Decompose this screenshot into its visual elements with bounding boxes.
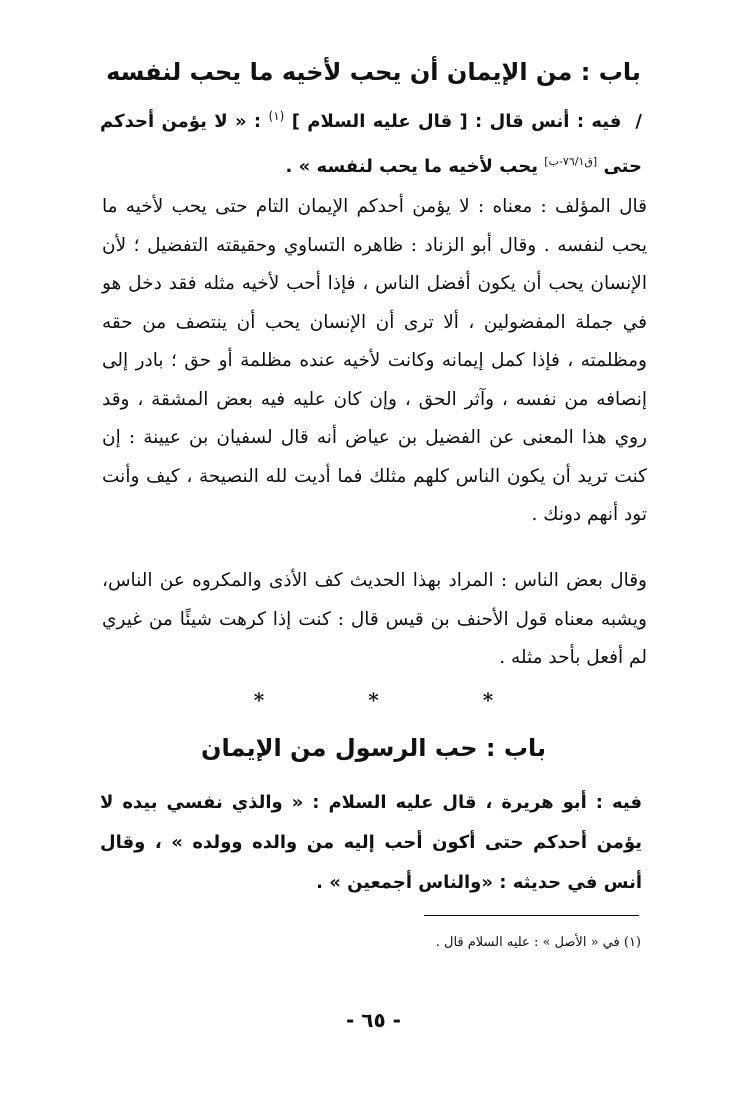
page-number: - ٦٥ -: [346, 1008, 401, 1032]
chapter-title-2: باب : حب الرسول من الإيمان: [200, 734, 546, 762]
commentary-paragraph-1: قال المؤلف : معناه : لا يؤمن أحدكم الإيمان التام حتى يحب لأخيه ما يحب لنفسه . وقال أبو الزناد : ظاهره التساوي وحقيقته التفضيل ؛ لأن الإنسان يحب أن يكون أفضل الناس ، فإذا أحب لأخيه مثله فقد دخل هو في جملة المفضولين ، ألا ترى أن الإنسان يحب أن ينتصف من حقه ومظلمته ، فإذا كمل إيمانه وكانت لأخيه عنده مظلمة أو حق ؛ بادر إلى إنصافه من نفسه ، وآثر الحق ، وإن كان عليه فيه بعض المشقة ، وقد روي هذا المعنى عن الفضيل بن عياض أنه قال لسفيان بن عيينة : إن كنت تريد أن يكون الناس كلهم مثلك فما أديت لله النصيحة ، كيف وأنت تود أنهم دونك .: [102, 196, 647, 525]
hadith-block-anas: [100, 96, 642, 187]
manuscript-folio-ref: [ق٧٦/١-ب]: [544, 155, 598, 168]
separator-star: *: [253, 688, 265, 712]
chapter-title: باب : من الإيمان أن يحب لأخيه ما يحب لنفسه: [106, 58, 641, 86]
hadith-text-end: يحب لأخيه ما يحب لنفسه » .: [285, 156, 539, 177]
footnote-reference[interactable]: (١): [268, 109, 285, 123]
commentary-paragraph-2: وقال بعض الناس : المراد بهذا الحديث كف الأذى والمكروه عن الناس، ويشبه معناه قول الأحنف بن قيس قال : كنت إذا كرهت شيئًا من غيري لم أفعل بأحد مثله .: [102, 570, 647, 668]
hadith-narrator: فيه : أنس قال : [ قال عليه السلام ]: [291, 111, 622, 132]
hadith-text-start: : « لا يؤمن أحدكم حتى: [100, 111, 642, 177]
hadith-block-abu-hurayra: فيه : أبو هريرة ، قال عليه السلام : « والذي نفسي بيده لا يؤمن أحدكم حتى أكون أحب إليه من والده وولده » ، وقال أنس في حديثه : «والناس أجمعين » .: [100, 792, 642, 893]
footnote-divider: [424, 915, 639, 916]
separator-star: *: [368, 688, 379, 712]
section-separator: [0, 688, 747, 712]
folio-slash: /: [635, 111, 642, 132]
separator-star: *: [482, 688, 494, 712]
footnote: (١) في « الأصل » : عليه السلام قال .: [435, 935, 641, 950]
